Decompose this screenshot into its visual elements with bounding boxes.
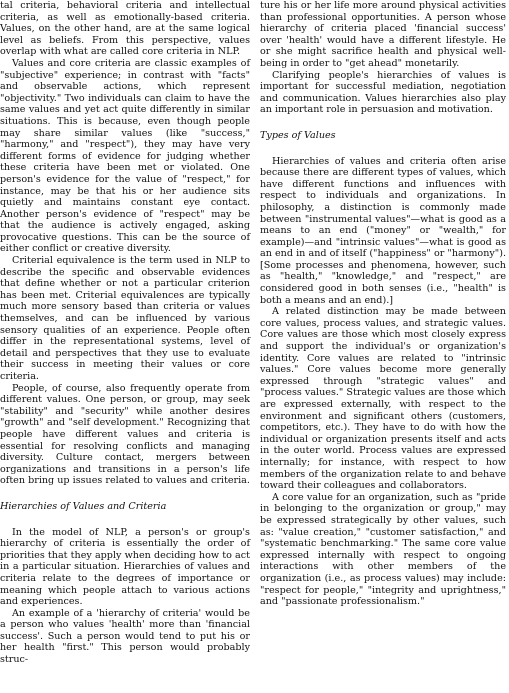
- section-heading: Types of Values: [260, 129, 336, 141]
- section-heading: Hierarchies of Values and Criteria: [0, 500, 167, 512]
- right-column: [260, 0, 506, 608]
- paragraph: In the model of NLP, a person's or group's hierarchy of criteria is essentially the order of priorities that they apply when deciding how to act in a particular situation. Hierarchies of values and criteria relate to the degrees of importance or meaning which people attach to various actions and experiences.: [0, 526, 250, 608]
- paragraph: A related distinction may be made between core values, process values, and strategic values. Core values are those which most closely express and support the individual's or organization's identity. Core values are related to "intrinsic values." Core values become more generally expressed through "strategic values" and "process values." Strategic values are those which are expressed externally, with respect to the environment and significant others (customers, competitors, etc.). They have to do with how the individual or organization presents itself and acts in the outer world. Process values are expressed internally; for instance, with respect to how members of the organization relate to and behave toward their colleagues and collaborators.: [260, 306, 506, 492]
- paragraph: ture his or her life more around physical activities than professional opportunities. A person whose hierarchy of criteria placed 'financial success' over 'health' would have a different lifestyle. He or she might sacrifice health and physical well-being in order to "get ahead" monetarily.: [260, 0, 506, 69]
- paragraph: Clarifying people's hierarchies of values is important for successful mediation, negotiation and communication. Values hierarchies also play an important role in persuasion and motivation.: [260, 69, 506, 116]
- paragraph: An example of a 'hierarchy of criteria' would be a person who values 'health' more than 'financial success'. Such a person would tend to put his or her health "first." This person would probably struc-: [0, 607, 250, 666]
- paragraph: A core value for an organization, such as "pride in belonging to the organization or group," may be expressed strategically by other values, such as: "value creation," "customer satisfaction," and "systematic benchmarking." The same core value expressed internally with respect to ongoing interactions with other members of the organization (i.e., as process values) may include: "respect for people," "integrity and uprightness," and "passionate professionalism.": [260, 491, 506, 608]
- paragraph: Values and core criteria are classic examples of "subjective" experience; in contrast with "facts" and observable actions, which represent "objectivity." Two individuals can claim to have the same values and yet act quite differently in similar situations. This is because, even though people may share similar values (like "success," "harmony," and "respect"), they may have very different forms of evidence for judging whether these criteria have been met or violated. One person's evidence for the value of "respect," for instance, may be that his or her audience sits quietly and maintains constant eye contact. Another person's evidence of "respect" may be that the audience is actively engaged, asking provocative questions. This can be the source of either conflict or creative diversity.: [0, 57, 250, 255]
- paragraph: Hierarchies of values and criteria often arise because there are different types of values, which have different functions and influences with respect to individuals and organizations. In philosophy, a distinction is commonly made between "instrumental values"—what is good as a means to an end ("money" or "wealth," for example)—and "intrinsic values"—what is good as an end in and of itself ("happiness" or "harmony"). [Some processes and phenomena, however, such as "health," "knowledge," and "respect," are considered good in both senses (i.e., "health" is both a means and an end).]: [260, 155, 506, 306]
- paragraph: People, of course, also frequently operate from different values. One person, or group, may seek "stability" and "security" while another desires "growth" and "self development." Recognizing that people have different values and criteria is essential for resolving conflicts and managing diversity. Culture contact, mergers between organizations and transitions in a person's life often bring up issues related to values and criteria.: [0, 382, 250, 487]
- left-column: [0, 0, 250, 666]
- paragraph: Criterial equivalence is the term used in NLP to describe the specific and observable evidences that define whether or not a particular criterion has been met. Criterial equivalences are typically much more sensory based than criteria or values themselves, and can be influenced by various sensory qualities of an experience. People often differ in the representational systems, level of detail and perspectives that they use to evaluate their success in meeting their values or core criteria.: [0, 255, 250, 382]
- paragraph: tal criteria, behavioral criteria and intellectual criteria, as well as emotionally-based criteria. Values, on the other hand, are at the same logical level as beliefs. From this perspective, values overlap with what are called core criteria in NLP.: [0, 0, 250, 58]
